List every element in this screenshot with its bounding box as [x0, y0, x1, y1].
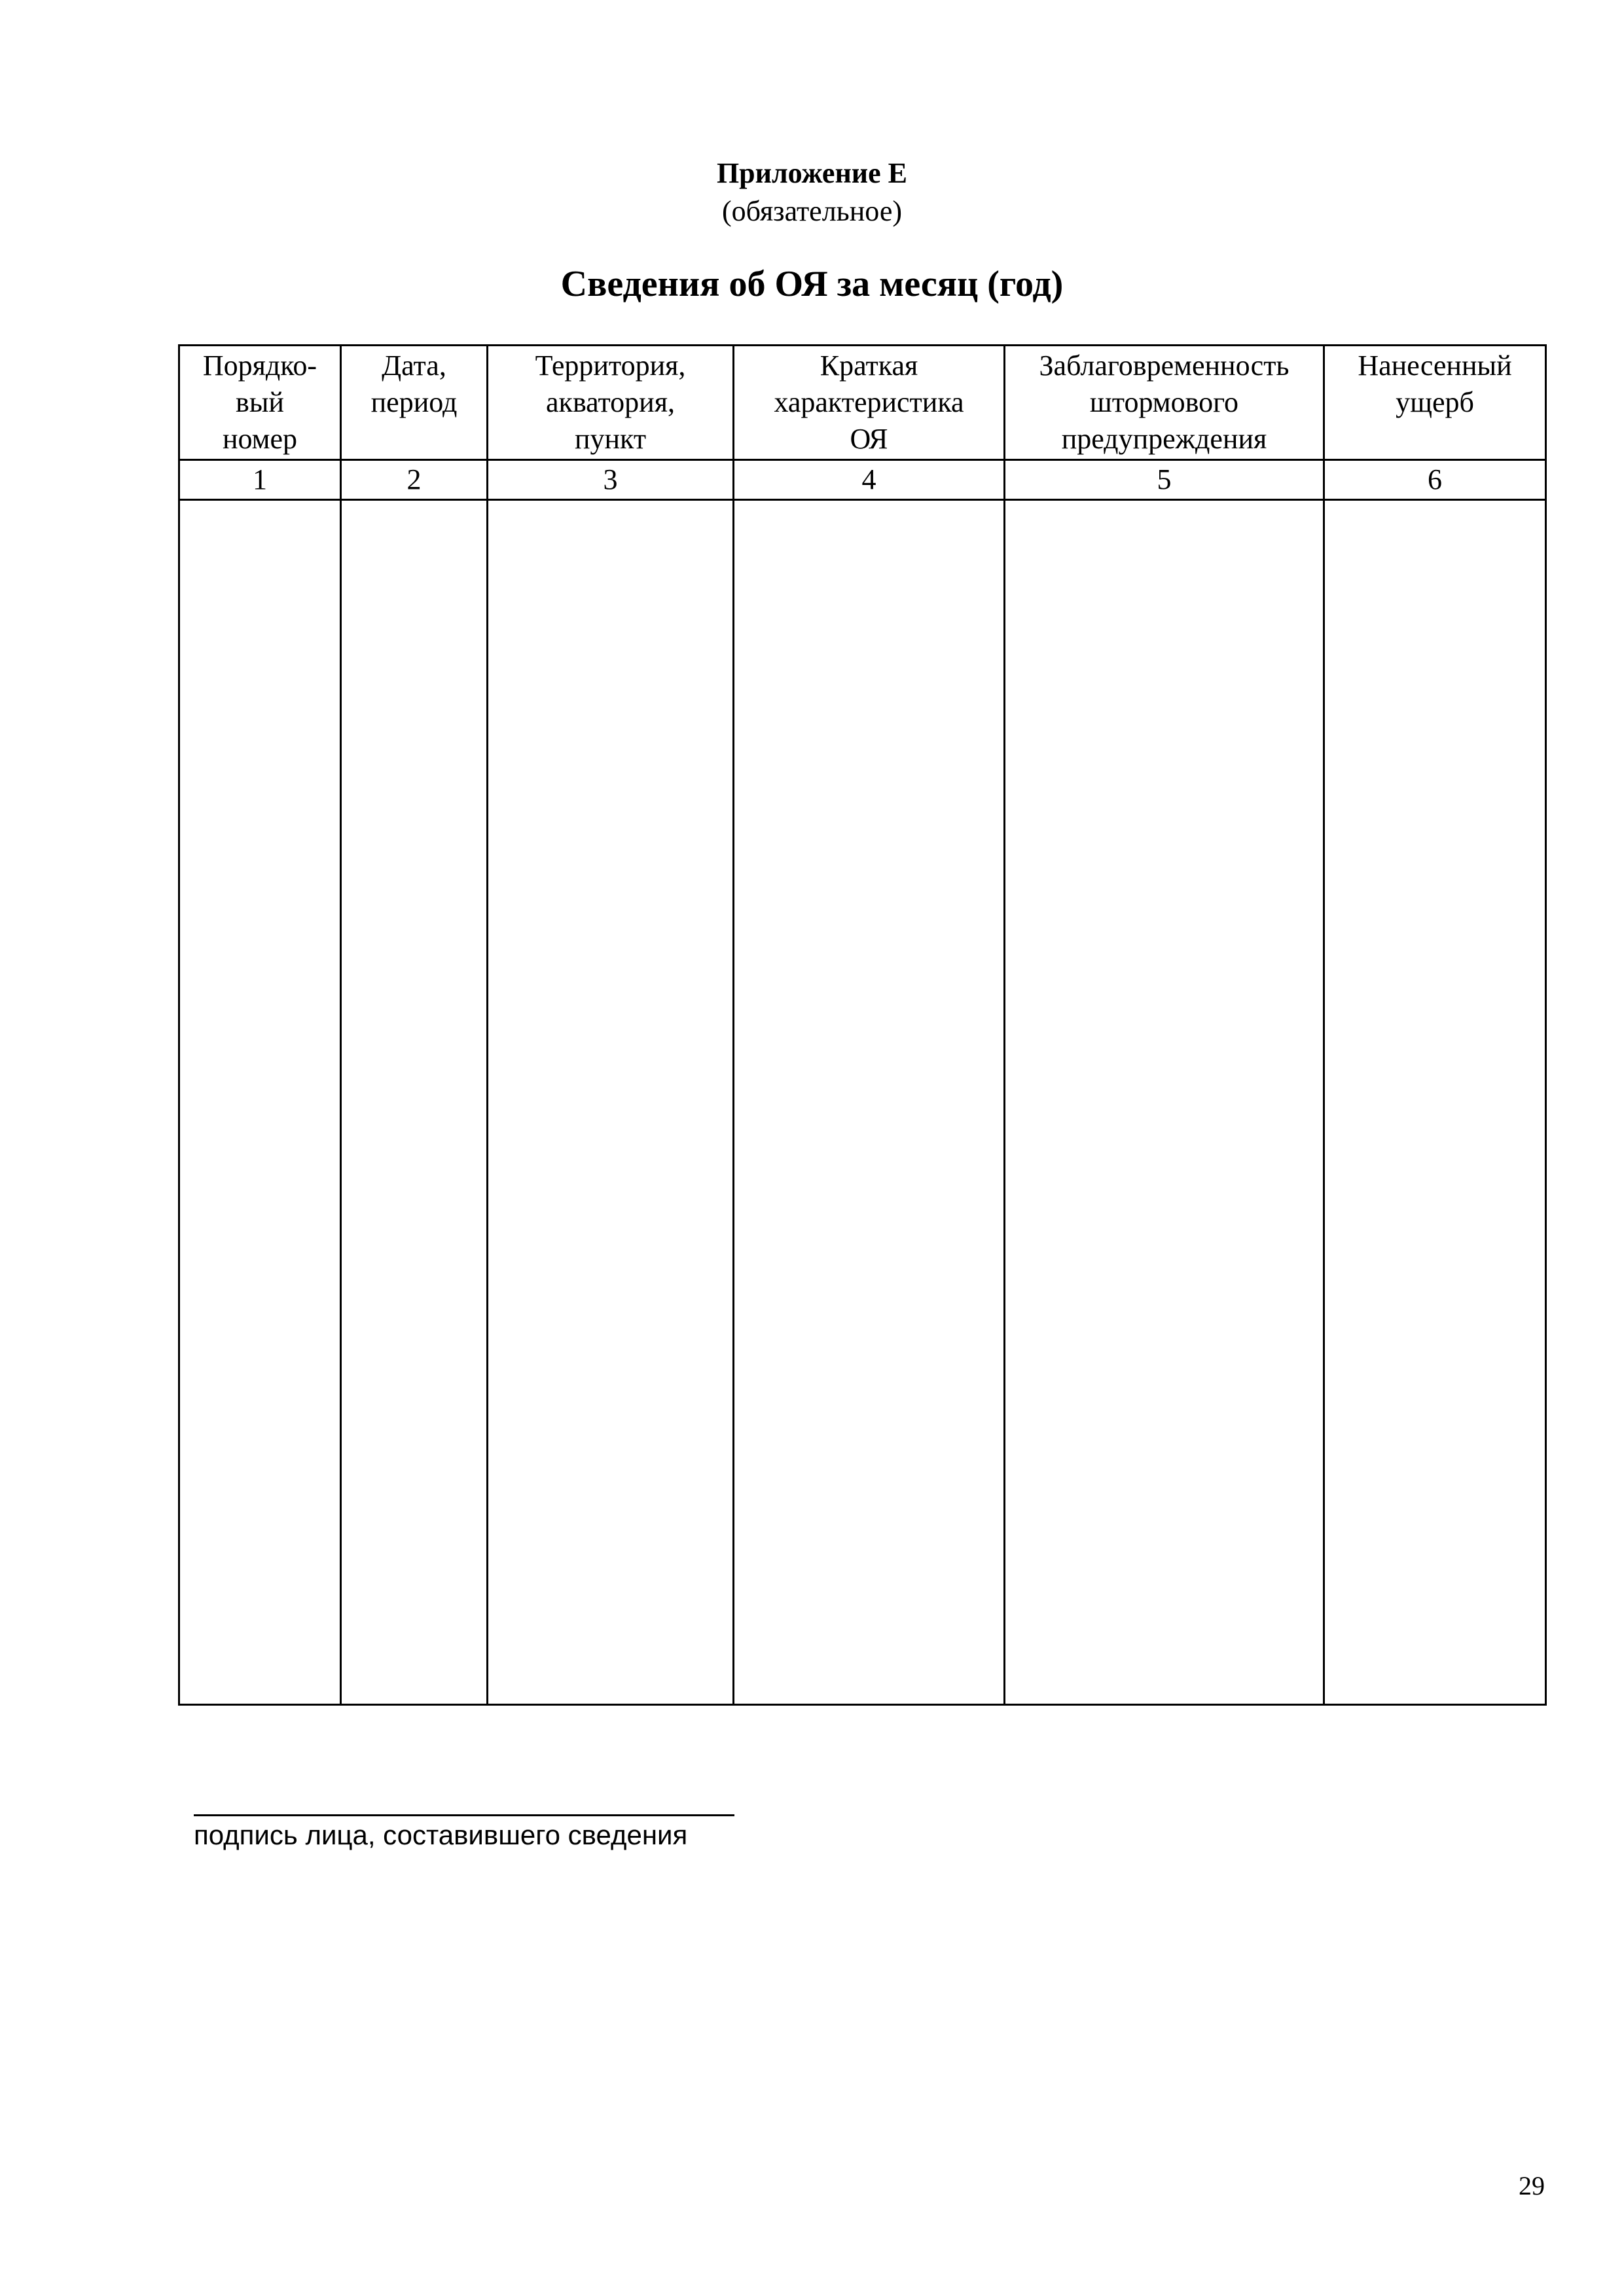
column-header-label: Нанесенный ущерб	[1358, 350, 1512, 418]
column-header	[1005, 346, 1324, 460]
empty-cell	[179, 500, 341, 1705]
column-header-label: Порядко- вый номер	[202, 350, 317, 455]
column-header	[488, 346, 734, 460]
column-number: 1	[179, 460, 341, 500]
column-header	[1324, 346, 1546, 460]
column-header	[734, 346, 1005, 460]
column-number: 6	[1324, 460, 1546, 500]
appendix-status: (обязательное)	[722, 195, 902, 227]
empty-cell	[341, 500, 488, 1705]
column-header-label: Краткая характеристика ОЯ	[774, 350, 964, 455]
empty-cell	[1005, 500, 1324, 1705]
column-header-label: Дата, период	[370, 350, 458, 418]
appendix-title: Приложение Е	[716, 157, 908, 189]
signature-line	[194, 1814, 734, 1816]
empty-cell	[734, 500, 1005, 1705]
empty-cell	[488, 500, 734, 1705]
column-number: 4	[734, 460, 1005, 500]
page-number: 29	[1519, 2171, 1545, 2200]
column-number: 5	[1005, 460, 1324, 500]
column-number: 2	[341, 460, 488, 500]
signature-caption: подпись лица, составившего сведения	[194, 1820, 688, 1850]
table-header-row	[179, 346, 1546, 460]
column-header	[341, 346, 488, 460]
table-row	[179, 500, 1546, 1705]
report-table	[178, 344, 1547, 1706]
column-header	[179, 346, 341, 460]
document-title: Сведения об ОЯ за месяц (год)	[560, 264, 1064, 304]
column-header-label: Территория, акватория, пункт	[535, 350, 686, 455]
column-number: 3	[488, 460, 734, 500]
column-number-row	[179, 460, 1546, 500]
empty-cell	[1324, 500, 1546, 1705]
column-header-label: Заблаговременность штормового предупреждения	[1039, 350, 1290, 455]
